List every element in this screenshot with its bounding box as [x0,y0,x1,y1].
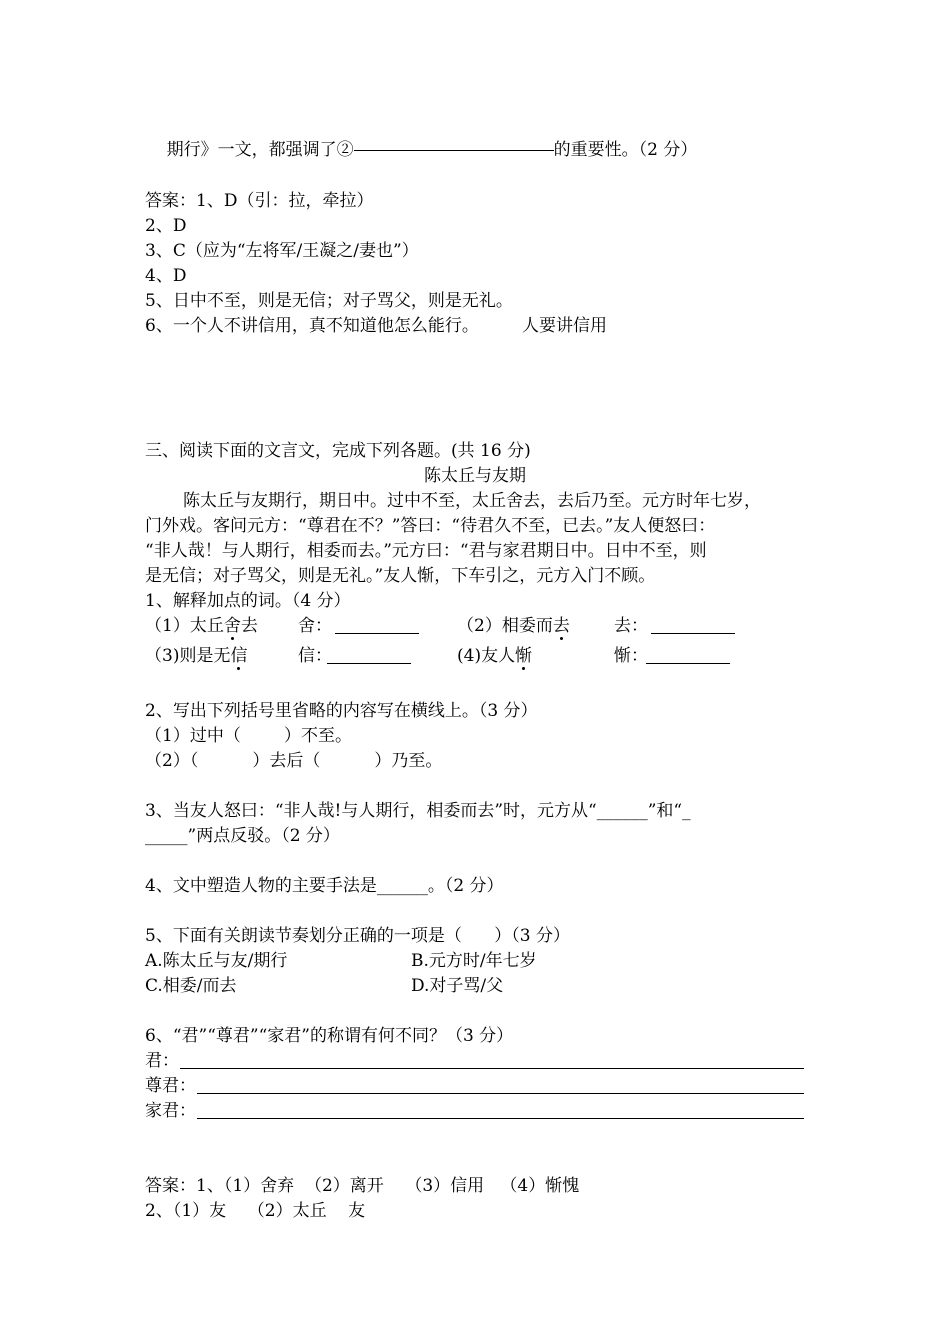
answer-blank[interactable] [646,663,730,664]
answer-line: 5、日中不至，则是无信；对子骂父，则是无礼。 [145,291,513,311]
passage-line: 是无信；对子骂父，则是无礼。”友人惭，下车引之，元方入门不顾。 [145,566,656,586]
q1-item-text: （3)则是无 [145,646,231,666]
answer-line: 2、（1）友 （2）太丘 友 [145,1201,366,1221]
answer-line: 答案：1、（1）舍弃 （2）离开 （3）信用 （4）惭愧 [145,1176,580,1196]
question-4-stem: 4、文中塑造人物的主要手法是______。（2 分） [145,876,504,896]
question-3-line: _____”两点反驳。（2 分） [145,826,340,846]
q1-label-1: 舍： [298,616,332,636]
question-5-stem: 5、下面有关朗读节奏划分正确的一项是（ ）（3 分） [145,926,570,946]
q1-item-text: 去 [240,616,258,636]
carryover-line [145,114,697,186]
dotted-char: 惭 [515,646,533,666]
carryover-text-after: 的重要性。（2 分） [553,140,698,160]
q1-item-text: （1）太丘 [145,616,224,636]
q6-label-jun: 君： [145,1051,179,1071]
passage-line: 陈太丘与友期行，期日中。过中不至，太丘舍去，去后乃至。元方时年七岁， [183,491,761,511]
q1-item-2 [457,614,570,638]
option-d[interactable]: D.对子骂/父 [411,976,504,996]
section-heading: 三、阅读下面的文言文，完成下列各题。(共 16 分) [145,441,531,461]
carryover-text-before: 期行》一文，都强调了② [166,140,354,160]
q1-item-3 [145,644,247,668]
passage-line: 门外戏。客问元方：“尊君在不？”答曰：“待君久不至，已去。”友人便怒曰： [145,516,716,536]
answer-line: 3、C（应为“左将军/王凝之/妻也”） [145,241,419,261]
q1-label-3: 信： [298,646,332,666]
q1-item-text: （2）相委而 [457,616,553,636]
q1-item-1 [145,614,258,638]
q2-item: （2）（ ）去后（ ）乃至。 [145,751,443,771]
question-6-stem: 6、“君”“尊君”“家君”的称谓有何不同？（3 分） [145,1026,514,1046]
option-a[interactable]: A.陈太丘与友/期行 [145,951,288,971]
passage-line: “非人哉！与人期行，相委而去。”元方曰：“君与家君期日中。日中不至，则 [145,541,707,561]
q1-item-4 [457,644,532,668]
question-1-stem: 1、解释加点的词。（4 分） [145,591,351,611]
dotted-char: 舍 [223,616,241,636]
q2-item: （1）过中（ ）不至。 [145,726,353,746]
answer-blank[interactable] [651,633,735,634]
q1-label-2: 去： [614,616,648,636]
answer-line: 2、D [145,216,187,236]
answer-blank[interactable] [327,663,411,664]
dotted-char: 去 [552,616,570,636]
answer-line: 答案：1、D（引：拉，牵拉） [145,191,374,211]
question-3-line: 3、当友人怒曰：“非人哉!与人期行，相委而去”时，元方从“______”和“_ [145,801,691,821]
answer-line-blank[interactable] [197,1118,804,1119]
option-c[interactable]: C.相委/而去 [145,976,237,996]
answer-line: 6、一个人不讲信用，真不知道他怎么能行。 人要讲信用 [145,316,608,336]
dotted-char: 信 [230,646,248,666]
q1-label-4: 惭： [614,646,648,666]
answer-line-blank[interactable] [197,1093,804,1094]
q6-label-zunjun: 尊君： [145,1076,196,1096]
question-2-stem: 2、写出下列括号里省略的内容写在横线上。（3 分） [145,701,538,721]
q1-item-text: (4)友人 [457,646,516,666]
answer-blank[interactable] [335,633,419,634]
answer-line: 4、D [145,266,187,286]
option-b[interactable]: B.元方时/年七岁 [411,951,537,971]
passage-title: 陈太丘与友期 [424,466,526,486]
answer-line-blank[interactable] [180,1068,804,1069]
q6-label-jiajun: 家君： [145,1101,196,1121]
